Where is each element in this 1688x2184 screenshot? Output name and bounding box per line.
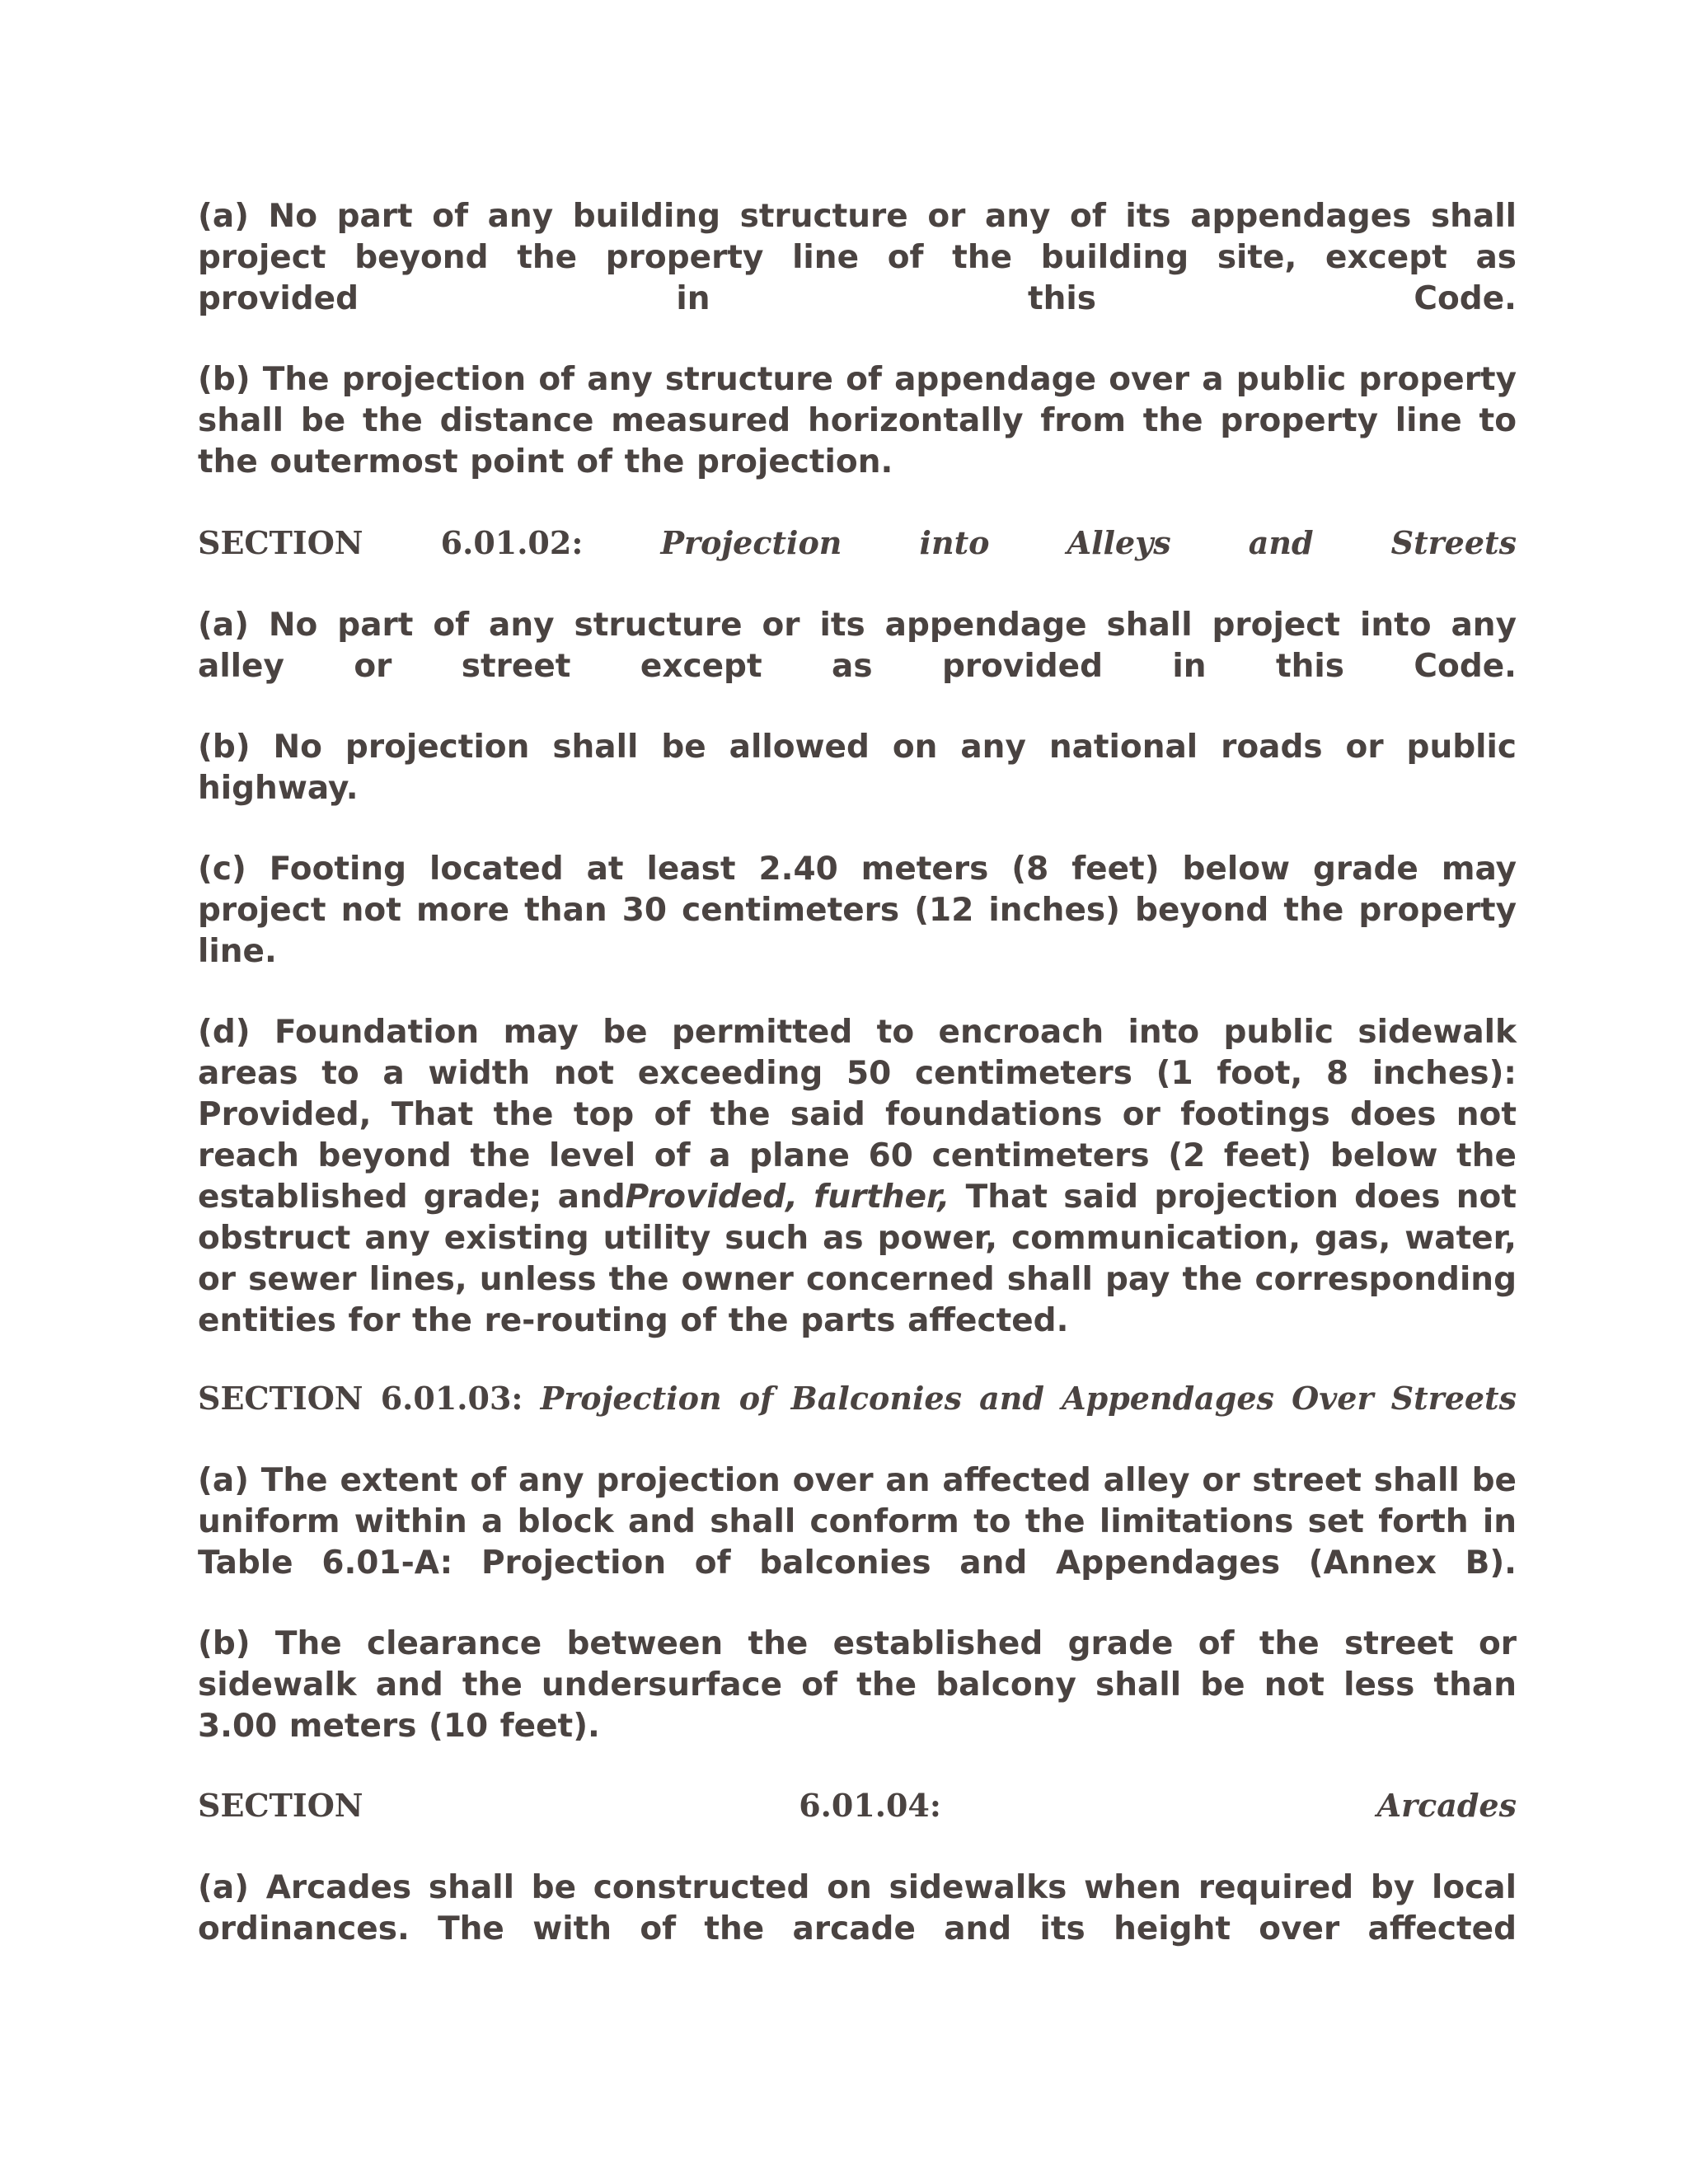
section-label: SECTION 6.01.02: — [198, 524, 584, 561]
paragraph-a-alleys — [198, 605, 1517, 687]
paragraph-text-part: That said projection does not obstruct any existing utility such as power, communication, gas, water, or sewer lines, unless the owner concerned shall pay the corresponding entities for the re-routing of the parts affected. — [198, 1179, 1517, 1339]
section-heading — [198, 1378, 1517, 1419]
section-title: Projection of Balconies and Appendages Over Streets — [540, 1380, 1517, 1417]
paragraph-d-foundation — [198, 1012, 1517, 1342]
section-heading — [198, 1785, 1517, 1826]
paragraph-text: (a) No part of any building structure or any of its appendages shall project beyond the property line of the building site, except as provided in this Code. — [198, 198, 1517, 317]
paragraph-text: (a) The extent of any projection over an affected alley or street shall be uniform within a block and shall conform to the limitations set forth in Table 6.01-A: Projection of balconies and Appendages (Annex B). — [198, 1462, 1517, 1582]
paragraph-b-highways — [198, 727, 1517, 809]
paragraph-text-part: (d) Foundation may be permitted to encroach into public sidewalk areas to a width not exceeding 50 centimeters (1 foot, 8 inches): Provided, That the top of the said foundations or footings does not reach beyond the level of a plane 60 centimeters (2 feet) below the established grade; and — [198, 1014, 1517, 1216]
section-title: Arcades — [1376, 1787, 1517, 1824]
section-heading-6-01-03 — [198, 1378, 1517, 1419]
paragraph-a-balconies — [198, 1460, 1517, 1584]
paragraph-text: (b) The clearance between the established grade of the street or sidewalk and the undersurface of the balcony shall be not less than 3.00 meters (10 feet). — [198, 1625, 1517, 1745]
section-label: SECTION 6.01.04: — [198, 1787, 941, 1824]
paragraph-a-projection — [198, 196, 1517, 320]
paragraph-text: (a) No part of any structure or its appendage shall project into any alley or street except as provided in this Code. — [198, 607, 1517, 685]
paragraph-b-clearance — [198, 1624, 1517, 1747]
section-label: SECTION 6.01.03: — [198, 1380, 523, 1417]
section-heading — [198, 523, 1517, 564]
paragraph-text: (a) Arcades shall be constructed on sidewalks when required by local ordinances. The with of the arcade and its height over affected — [198, 1869, 1517, 1947]
section-title: Projection into Alleys and Streets — [660, 524, 1517, 561]
paragraph-text: (b) The projection of any structure of appendage over a public property shall be the distance measured horizontally from the property line to the outermost point of the projection. — [198, 361, 1517, 480]
section-heading-6-01-04 — [198, 1785, 1517, 1826]
paragraph-text: (c) Footing located at least 2.40 meters (8 feet) below grade may project not more than 30 centimeters (12 inches) beyond the property line. — [198, 851, 1517, 970]
paragraph-text: (b) No projection shall be allowed on any national roads or public highway. — [198, 729, 1517, 807]
paragraph-c-footing — [198, 849, 1517, 972]
paragraph-a-arcades — [198, 1868, 1517, 1950]
paragraph-b-measurement — [198, 359, 1517, 483]
paragraph-text — [198, 1012, 1517, 1342]
paragraph-italic-part: Provided, further, — [625, 1179, 950, 1216]
section-heading-6-01-02 — [198, 523, 1517, 564]
